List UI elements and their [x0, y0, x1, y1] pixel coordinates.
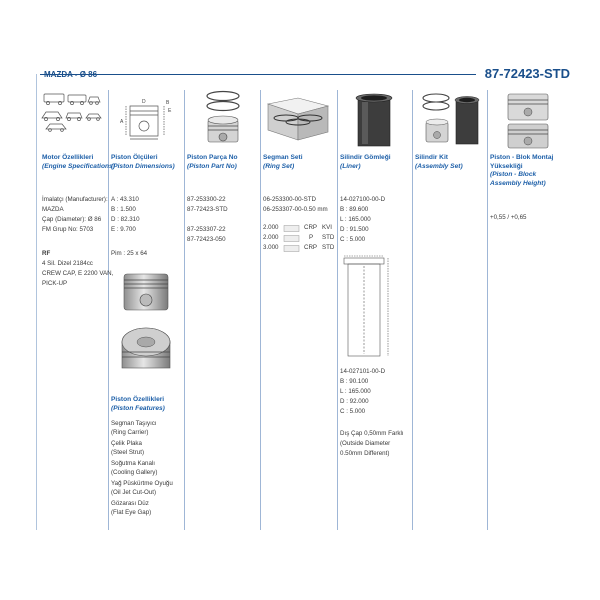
liner-dimension-diagram [342, 254, 392, 364]
ring-set-number: 06-253307-00-0.50 mm [263, 206, 328, 213]
dim-a-value: A : 43.310 [111, 196, 139, 203]
ring-code: STD [322, 234, 335, 241]
liner-std-line: C : 5.000 [340, 236, 366, 243]
liner-std-line: B : 89.600 [340, 206, 369, 213]
part-number: 87-253300-22 [187, 196, 226, 203]
feature-line: (Cooling Gallery) [111, 469, 158, 476]
feature-line: (Oil Jet Cut-Out) [111, 489, 157, 496]
ring-type: P [309, 234, 314, 241]
assembly-set-heading: Silindir Kit [415, 154, 448, 161]
assembly-height-title [490, 154, 553, 188]
ring-code: KVI [322, 224, 332, 231]
liner-os-line: 14-027101-00-D [340, 368, 386, 375]
header-divider [40, 74, 476, 75]
ring-set-image [264, 96, 332, 142]
engine-specs-heading: Motor Özellikleri [42, 154, 94, 161]
piston-features-title [111, 396, 165, 413]
piston-dimensions-subheading: (Piston Dimensions) [111, 162, 175, 170]
liner-image [352, 92, 396, 150]
ring-set-subheading: (Ring Set) [263, 162, 295, 170]
piston-dimension-diagram [118, 96, 180, 142]
liner-os-line: B : 90.100 [340, 378, 369, 385]
piston-dimensions-title [111, 154, 175, 171]
assembly-set-subheading: (Assembly Set) [415, 162, 463, 170]
part-number: 87-253307-22 [187, 226, 226, 233]
ring-profile-icon [284, 235, 300, 242]
engine-specs-title [42, 154, 115, 171]
product-code: 87-72423-STD [484, 66, 570, 81]
dim-d-value: D : 82.310 [111, 216, 140, 223]
ring-type: CRP [304, 244, 318, 251]
assembly-height-heading: Piston - Blok Montaj [490, 154, 554, 161]
column-divider [337, 90, 338, 530]
liner-note-line: Dış Çap 0,50mm Farklı [340, 430, 404, 437]
ring-profile-icon [284, 225, 300, 232]
column-divider [260, 90, 261, 530]
assembly-height-subheading: Assembly Height) [490, 179, 546, 187]
feature-line: (Ring Carrier) [111, 429, 149, 436]
engine-code: RF [42, 250, 51, 257]
piston-block-height-image [500, 90, 556, 152]
assembly-set-image [418, 92, 484, 150]
ring-set-title [263, 154, 303, 171]
liner-subheading: (Liner) [340, 162, 361, 170]
piston-dimensions-heading: Piston Ölçüleri [111, 154, 158, 161]
manufacturer-value: MAZDA [42, 206, 64, 213]
part-number: 87-72423-STD [187, 206, 228, 213]
ring-size: 2.000 [263, 224, 279, 231]
piston-part-subheading: (Piston Part No) [187, 162, 237, 170]
column-divider [184, 90, 185, 530]
dim-e-value: E : 9.700 [111, 226, 136, 233]
dim-b-value: B : 1.500 [111, 206, 136, 213]
ring-size: 2.000 [263, 234, 279, 241]
manufacturer-label: İmalatçı (Manufacturer): [42, 196, 108, 203]
diameter-value: Çap (Diameter): Ø 86 [42, 216, 102, 223]
piston-part-heading: Piston Parça No [187, 154, 238, 161]
assembly-height-subheading: (Piston - Block [490, 171, 537, 179]
feature-line: (Flat Eye Gap) [111, 509, 152, 516]
piston-rings-image [196, 90, 250, 150]
piston-part-title [187, 154, 238, 171]
feature-line: Yağ Püskürtme Oyuğu [111, 480, 173, 487]
ring-profile-icon [284, 245, 300, 252]
fm-group-value: FM Grup No: 5703 [42, 226, 94, 233]
liner-title [340, 154, 391, 171]
feature-line: Segman Taşıyıcı [111, 420, 157, 427]
ring-code: STD [322, 244, 335, 251]
liner-note-line: 0.50mm Different) [340, 450, 390, 457]
engine-specs-subheading: (Engine Specifications) [42, 162, 115, 170]
dim-label-d: D [142, 99, 146, 105]
engine-desc-line: 4 Sil. Dizel 2184cc [42, 260, 93, 267]
liner-note-line: (Outside Diameter [340, 440, 391, 447]
liner-std-line: D : 91.500 [340, 226, 369, 233]
vehicle-icons [40, 92, 104, 132]
liner-os-line: L : 165.000 [340, 388, 371, 395]
feature-line: Çelik Plaka [111, 440, 142, 447]
assembly-height-value: +0,55 / +0,65 [490, 214, 527, 221]
ring-set-number: 06-253300-00-STD [263, 196, 316, 203]
dim-label-a: A [120, 119, 124, 125]
part-number: 87-72423-050 [187, 236, 226, 243]
column-divider [487, 90, 488, 530]
ring-size: 3.000 [263, 244, 279, 251]
feature-line: Soğutma Kanalı [111, 460, 156, 467]
dim-label-b: B [166, 100, 170, 106]
column-divider [412, 90, 413, 530]
engine-desc-line: CREW CAP, E 2200 VAN, [42, 270, 114, 277]
piston-features-heading: Piston Özellikleri [111, 396, 165, 403]
liner-os-line: D : 92.000 [340, 398, 369, 405]
liner-std-line: L : 165.000 [340, 216, 371, 223]
pin-size-value: Pim : 25 x 64 [111, 250, 148, 257]
liner-heading: Silindir Gömleği [340, 154, 391, 161]
frame-left-border [36, 74, 37, 530]
ring-set-heading: Segman Seti [263, 154, 303, 161]
assembly-set-title [415, 154, 463, 171]
assembly-height-heading: Yüksekliği [490, 162, 523, 170]
piston-photo [116, 270, 176, 380]
ring-type: CRP [304, 224, 318, 231]
liner-std-line: 14-027100-00-D [340, 196, 386, 203]
dim-label-e: E [168, 108, 172, 114]
liner-os-line: C : 5.000 [340, 408, 366, 415]
engine-desc-line: PICK-UP [42, 280, 68, 287]
piston-features-subheading: (Piston Features) [111, 404, 165, 412]
feature-line: Gözarası Düz [111, 500, 149, 507]
feature-line: (Steel Strut) [111, 449, 145, 456]
